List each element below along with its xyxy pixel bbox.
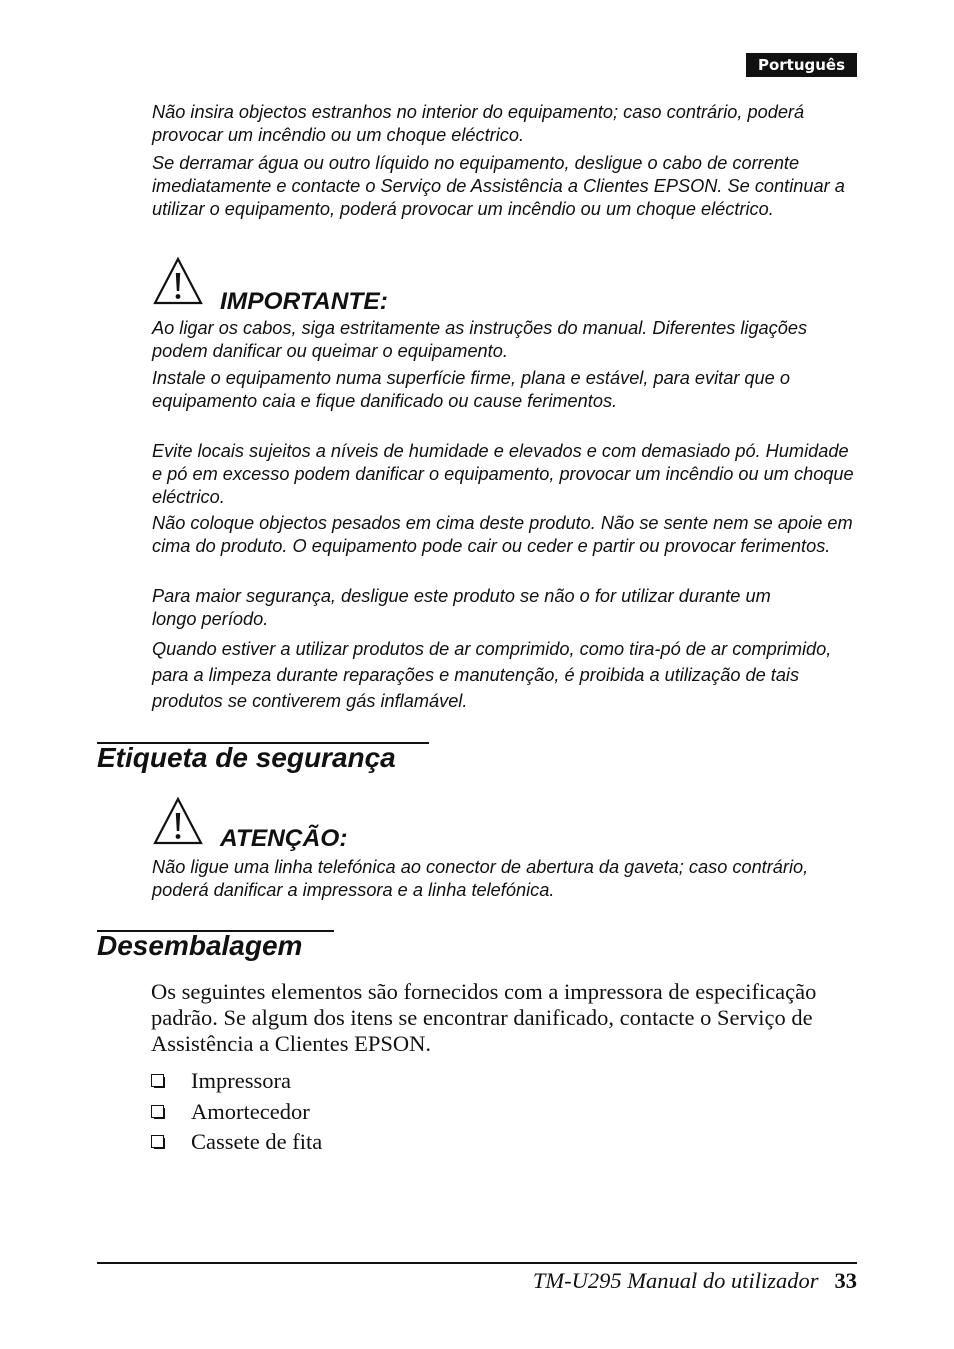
importante-paragraph-6: Quando estiver a utilizar produtos de ar comprimido, como tira-pó de ar comprimido, para a limpeza durante reparações e manutenção, é proibida a utilização de tais produtos se contiverem gás inflamável. xyxy=(152,639,832,711)
page-number: 33 xyxy=(834,1268,857,1293)
importante-title: IMPORTANTE: xyxy=(220,288,388,315)
section-title-unpacking: Desembalagem xyxy=(97,930,303,961)
warning-triangle-icon xyxy=(152,796,204,846)
footer-rule xyxy=(97,1262,857,1264)
importante-paragraph-4: Não coloque objectos pesados em cima deste produto. Não se sente nem se apoie em cima do produto. O equipamento pode cair ou ceder e partir ou provocar ferimentos. xyxy=(152,513,853,556)
atencao-title: ATENÇÃO: xyxy=(220,825,348,852)
section-title-safety-label: Etiqueta de segurança xyxy=(97,742,396,773)
warning-triangle-icon xyxy=(152,256,204,306)
list-item-label: Impressora xyxy=(191,1068,291,1094)
checkbox-icon xyxy=(151,1105,165,1119)
intro-paragraph-1: Não insira objectos estranhos no interior do equipamento; caso contrário, poderá provocar um incêndio ou um choque eléctrico. xyxy=(152,102,805,145)
importante-paragraph-3: Evite locais sujeitos a níveis de humidade e elevados e com demasiado pó. Humidade e pó em excesso podem danificar o equipamento, provocar um incêndio ou um choque eléctrico. xyxy=(152,441,854,507)
list-item xyxy=(151,1127,322,1158)
importante-paragraph-2: Instale o equipamento numa superfície firme, plana e estável, para evitar que o equipamento caia e fique danificado ou cause ferimentos. xyxy=(152,368,790,411)
importante-paragraph-1: Ao ligar os cabos, siga estritamente as instruções do manual. Diferentes ligações podem danificar ou queimar o equipamento. xyxy=(152,318,808,361)
language-tab: Português xyxy=(746,53,857,77)
list-item-label: Cassete de fita xyxy=(191,1129,323,1155)
checkbox-icon xyxy=(151,1135,165,1149)
atencao-paragraph: Não ligue uma linha telefónica ao conector de abertura da gaveta; caso contrário, poderá danificar a impressora e a linha telefónica. xyxy=(152,857,809,900)
checkbox-icon xyxy=(151,1074,165,1088)
importante-paragraph-5: Para maior segurança, desligue este produto se não o for utilizar durante um longo período. xyxy=(152,586,771,629)
page-footer xyxy=(533,1268,857,1294)
list-item xyxy=(151,1097,322,1128)
list-item xyxy=(151,1066,322,1097)
unpacking-list xyxy=(151,1066,322,1158)
unpacking-paragraph: Os seguintes elementos são fornecidos com a impressora de especificação padrão. Se algum dos itens se encontrar danificado, contacte o Serviço de Assistência a Clientes EPSON. xyxy=(151,979,817,1056)
manual-title: TM-U295 Manual do utilizador xyxy=(532,1268,819,1293)
intro-paragraph-2: Se derramar água ou outro líquido no equipamento, desligue o cabo de corrente imediatamente e contacte o Serviço de Assistência a Clientes EPSON. Se continuar a utilizar o equipamento, poderá provocar um incêndio ou um choque eléctrico. xyxy=(152,153,845,219)
list-item-label: Amortecedor xyxy=(191,1098,310,1124)
